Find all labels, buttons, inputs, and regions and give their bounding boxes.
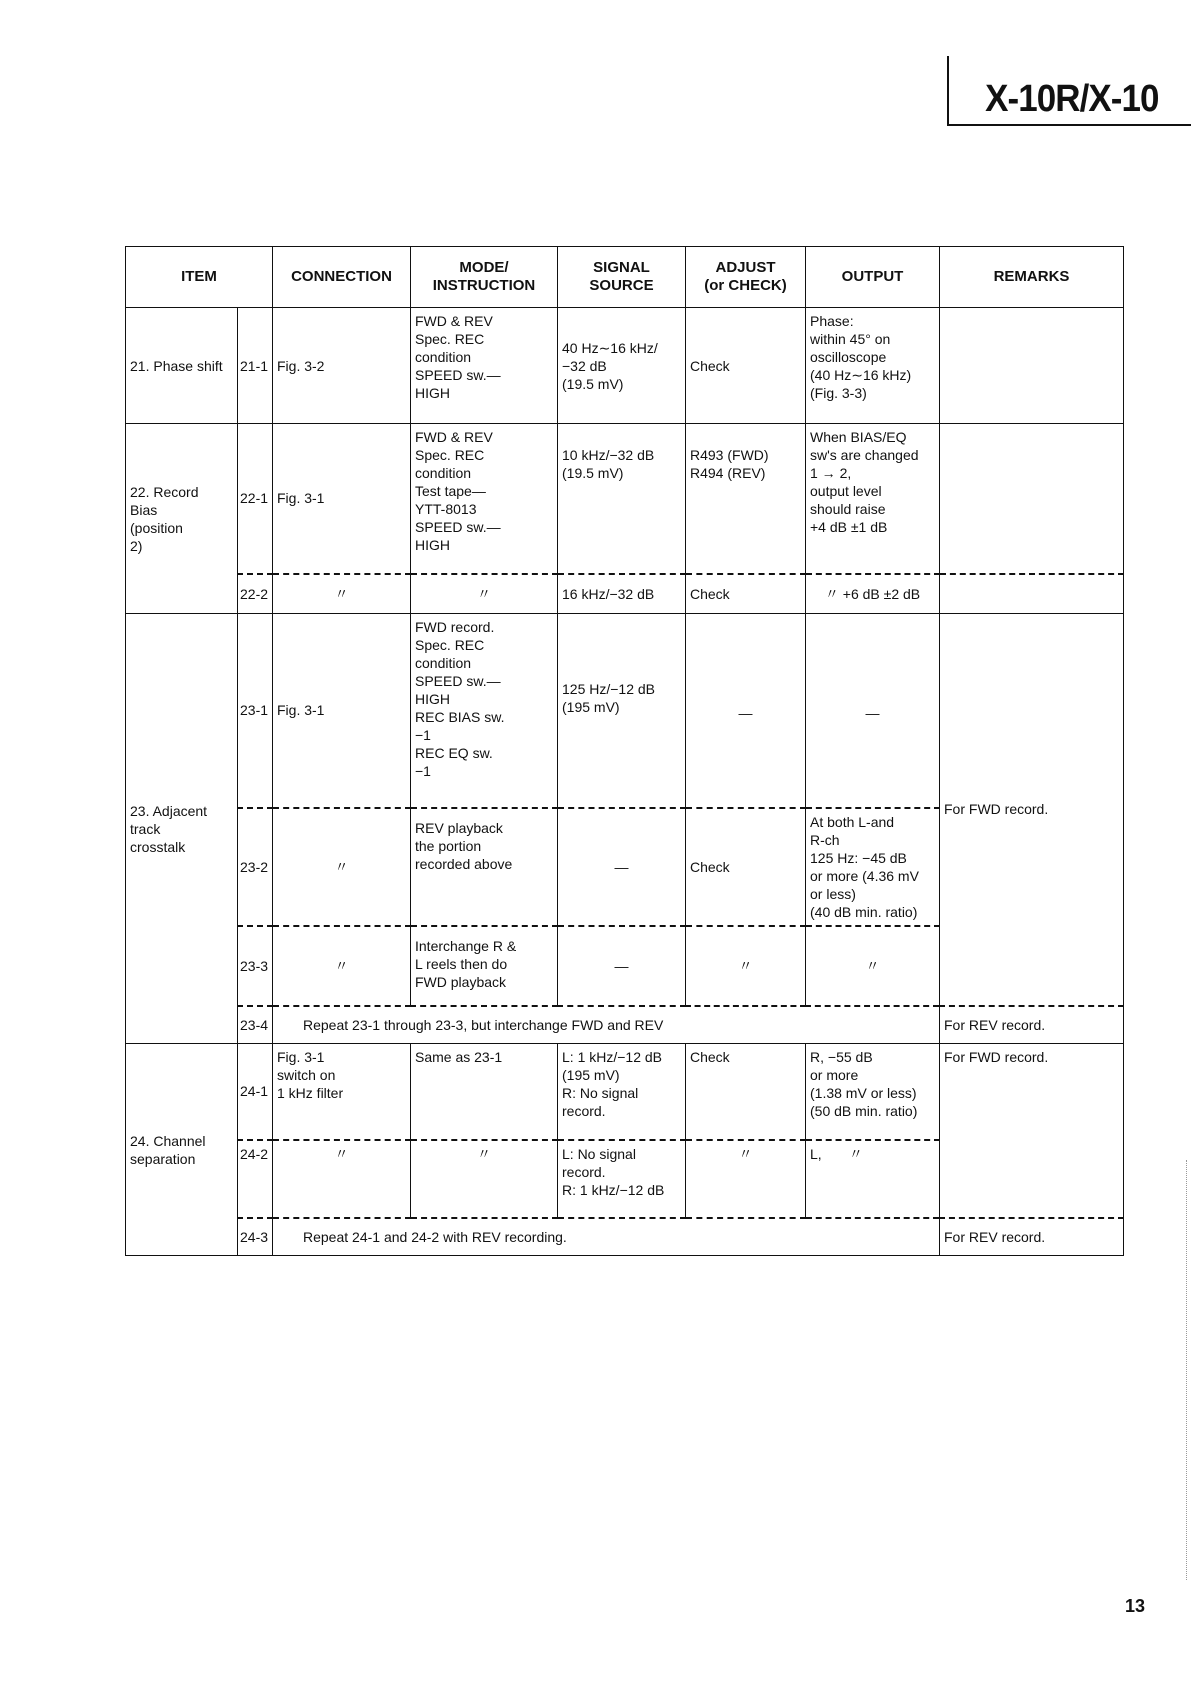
connection-cell: 〃	[273, 1140, 411, 1218]
signal-cell: L: No signal record. R: 1 kHz/−12 dB	[558, 1140, 686, 1218]
title-rule	[947, 56, 949, 126]
signal-cell: —	[558, 926, 686, 1006]
col-header-signal: SIGNAL SOURCE	[558, 247, 686, 308]
signal-cell: —	[558, 808, 686, 926]
model-title: X-10R/X-10	[985, 78, 1159, 120]
output-cell: When BIAS/EQ sw's are changed 1 → 2, output level should raise +4 dB ±1 dB	[806, 424, 940, 574]
step-number: 22-2	[238, 574, 273, 614]
connection-cell: 〃	[273, 574, 411, 614]
output-cell: Phase: within 45° on oscilloscope (40 Hz∼16 kHz) (Fig. 3-3)	[806, 308, 940, 424]
remarks-cell	[940, 574, 1124, 614]
step-number: 24-1	[238, 1044, 273, 1140]
mode-cell: Same as 23-1	[411, 1044, 558, 1140]
signal-cell: 16 kHz/−32 dB	[558, 574, 686, 614]
table-row	[126, 614, 1124, 808]
output-cell: L, 〃	[806, 1140, 940, 1218]
item-name: 24. Channel separation	[126, 1044, 238, 1256]
step-number: 23-3	[238, 926, 273, 1006]
table-row	[126, 1006, 1124, 1044]
step-number: 23-4	[238, 1006, 273, 1044]
table-row	[126, 574, 1124, 614]
connection-cell: Fig. 3-1 switch on 1 kHz filter	[273, 1044, 411, 1140]
remarks-cell: For REV record.	[940, 1218, 1124, 1256]
mode-cell: FWD record. Spec. REC condition SPEED sw.— HIGH REC BIAS sw. −1 REC EQ sw. −1	[411, 614, 558, 808]
connection-cell: Fig. 3-2	[273, 308, 411, 424]
output-cell: 〃	[806, 926, 940, 1006]
scan-edge-mark	[1186, 1160, 1188, 1580]
signal-cell: 40 Hz∼16 kHz/ −32 dB (19.5 mV)	[558, 308, 686, 424]
output-cell: —	[806, 614, 940, 808]
adjust-cell: Check	[686, 808, 806, 926]
step-number: 24-3	[238, 1218, 273, 1256]
connection-cell: Fig. 3-1	[273, 614, 411, 808]
instruction-text: Repeat 24-1 and 24-2 with REV recording.	[273, 1218, 940, 1256]
item-name: 23. Adjacent track crosstalk	[126, 614, 238, 1044]
title-underline	[947, 124, 1191, 126]
adjust-cell: Check	[686, 574, 806, 614]
item-name: 22. Record Bias (position 2)	[126, 424, 238, 614]
item-name: 21. Phase shift	[126, 308, 238, 424]
signal-cell: 10 kHz/−32 dB (19.5 mV)	[558, 424, 686, 574]
connection-cell: 〃	[273, 808, 411, 926]
adjustment-table	[125, 246, 1124, 1256]
output-cell: R, −55 dB or more (1.38 mV or less) (50 dB min. ratio)	[806, 1044, 940, 1140]
mode-cell: FWD & REV Spec. REC condition SPEED sw.— HIGH	[411, 308, 558, 424]
remarks-cell	[940, 424, 1124, 574]
step-number: 23-1	[238, 614, 273, 808]
instruction-text: Repeat 23-1 through 23-3, but interchange FWD and REV	[273, 1006, 940, 1044]
connection-cell: 〃	[273, 926, 411, 1006]
adjust-cell: R493 (FWD) R494 (REV)	[686, 424, 806, 574]
output-cell: At both L-and R-ch 125 Hz: −45 dB or more (4.36 mV or less) (40 dB min. ratio)	[806, 808, 940, 926]
header-row	[126, 247, 1124, 308]
adjust-cell: 〃	[686, 926, 806, 1006]
table-row	[126, 1218, 1124, 1256]
table-row	[126, 308, 1124, 424]
col-header-mode: MODE/ INSTRUCTION	[411, 247, 558, 308]
adjust-cell: Check	[686, 1044, 806, 1140]
col-header-adjust: ADJUST (or CHECK)	[686, 247, 806, 308]
adjust-cell: 〃	[686, 1140, 806, 1218]
mode-cell: 〃	[411, 1140, 558, 1218]
output-cell: 〃 +6 dB ±2 dB	[806, 574, 940, 614]
mode-cell: Interchange R & L reels then do FWD playback	[411, 926, 558, 1006]
connection-cell: Fig. 3-1	[273, 424, 411, 574]
col-header-connection: CONNECTION	[273, 247, 411, 308]
remarks-cell: For FWD record.	[940, 614, 1124, 1006]
signal-cell: 125 Hz/−12 dB (195 mV)	[558, 614, 686, 808]
step-number: 21-1	[238, 308, 273, 424]
col-header-remarks: REMARKS	[940, 247, 1124, 308]
step-number: 23-2	[238, 808, 273, 926]
step-number: 22-1	[238, 424, 273, 574]
col-header-item: ITEM	[126, 247, 273, 308]
page-number: 13	[1125, 1596, 1146, 1616]
remarks-cell: For FWD record.	[940, 1044, 1124, 1218]
adjust-cell: —	[686, 614, 806, 808]
table-row	[126, 424, 1124, 574]
signal-cell: L: 1 kHz/−12 dB (195 mV) R: No signal record.	[558, 1044, 686, 1140]
col-header-output: OUTPUT	[806, 247, 940, 308]
remarks-cell: For REV record.	[940, 1006, 1124, 1044]
mode-cell: 〃	[411, 574, 558, 614]
adjust-cell: Check	[686, 308, 806, 424]
table-row	[126, 1044, 1124, 1140]
step-number: 24-2	[238, 1140, 273, 1218]
mode-cell: REV playback the portion recorded above	[411, 808, 558, 926]
remarks-cell	[940, 308, 1124, 424]
mode-cell: FWD & REV Spec. REC condition Test tape— YTT-8013 SPEED sw.— HIGH	[411, 424, 558, 574]
